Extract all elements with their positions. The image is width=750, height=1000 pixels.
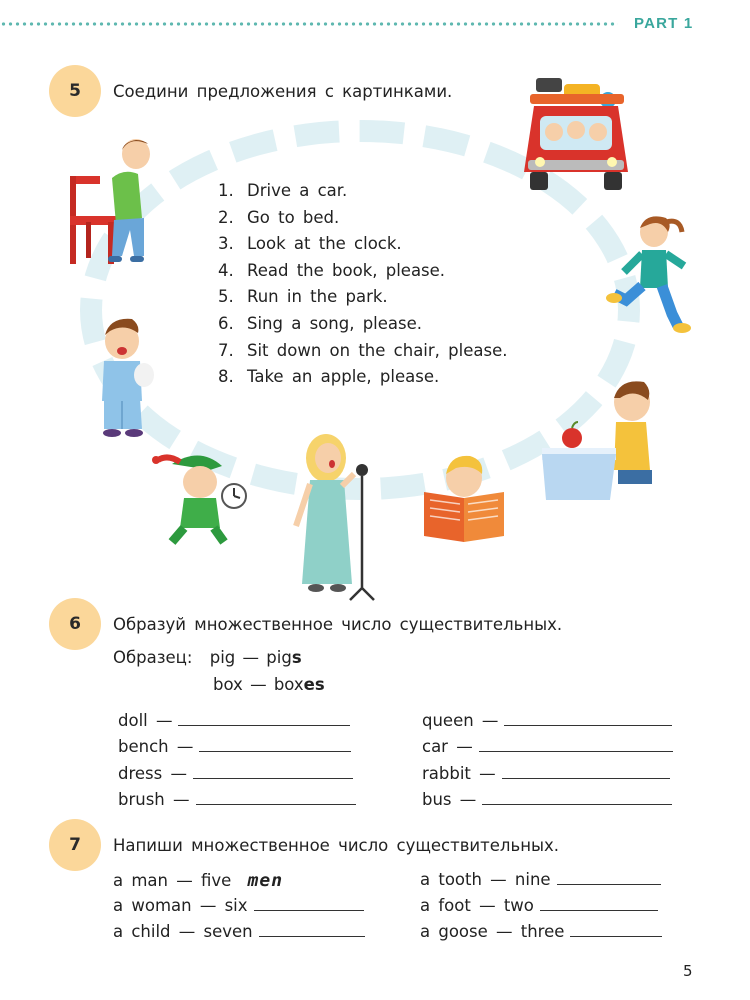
answer-line[interactable]	[540, 896, 658, 911]
item-word: rabbit —	[422, 764, 496, 783]
answer-line[interactable]	[259, 922, 365, 937]
item-text: a man — five	[113, 871, 232, 890]
model-dash: —	[250, 675, 267, 694]
drive-a-car-picture	[520, 72, 632, 196]
plural-item-bus	[422, 790, 672, 809]
take-an-apple-picture	[540, 374, 660, 502]
sentence-item	[218, 205, 507, 232]
header-dotted-rule	[0, 22, 618, 26]
item-text: a tooth — nine	[420, 870, 551, 889]
sit-down-on-chair-picture	[64, 134, 164, 268]
model-plural-stem: pig	[266, 648, 292, 667]
model-word: box	[213, 675, 243, 694]
item-text: a child — seven	[113, 922, 253, 941]
irregular-item-man	[113, 870, 283, 891]
item-word: car —	[422, 737, 473, 756]
sentence-number: 8.	[218, 367, 234, 387]
irregular-item-foot	[420, 896, 658, 915]
plural-item-dress	[118, 764, 353, 783]
sentence-text: Look at the clock.	[247, 234, 402, 254]
answer-line[interactable]	[254, 896, 364, 911]
irregular-item-goose	[420, 922, 662, 941]
irregular-item-woman	[113, 896, 364, 915]
model-label: Образец:	[113, 648, 193, 667]
sentence-number: 3.	[218, 234, 234, 254]
sentence-item	[218, 258, 507, 285]
go-to-bed-picture	[60, 305, 160, 439]
plural-item-bench	[118, 737, 351, 756]
answer-line[interactable]	[193, 764, 353, 779]
item-word: bench —	[118, 737, 194, 756]
answer-line[interactable]	[178, 711, 350, 726]
look-at-the-clock-picture	[150, 448, 250, 546]
page-number: 5	[683, 962, 693, 980]
exercise-6-instruction: Образуй множественное число существительных.	[113, 615, 563, 634]
sentence-text: Read the book, please.	[247, 260, 446, 280]
item-word: brush —	[118, 790, 190, 809]
item-word: queen —	[422, 711, 499, 730]
sentence-item	[218, 338, 507, 365]
item-word: bus —	[422, 790, 477, 809]
exercise-5-number-badge: 5	[49, 65, 101, 117]
plural-item-brush	[118, 790, 356, 809]
sentence-text: Sing a song, please.	[247, 313, 423, 333]
exercise-7-instruction: Напиши множественное число существительных.	[113, 836, 560, 855]
plural-item-car	[422, 737, 673, 756]
run-in-the-park-picture	[606, 210, 696, 336]
sentence-item	[218, 364, 507, 391]
answer-line[interactable]	[570, 922, 662, 937]
sentence-item	[218, 284, 507, 311]
exercise-5-sentence-list	[218, 178, 507, 391]
model-plural-ending: s	[291, 648, 302, 667]
model-plural-stem: box	[273, 675, 304, 694]
model-plural-ending: es	[303, 675, 325, 694]
sentence-number: 1.	[218, 181, 234, 200]
item-text: a goose — three	[420, 922, 565, 941]
exercise-6-number-badge: 6	[49, 598, 101, 650]
answer-line[interactable]	[557, 870, 661, 885]
irregular-item-child	[113, 922, 365, 941]
item-text: a foot — two	[420, 896, 534, 915]
plural-item-rabbit	[422, 764, 670, 783]
model-word: pig	[209, 648, 236, 667]
sentence-item	[218, 311, 507, 338]
sentence-text: Take an apple, please.	[247, 367, 440, 387]
item-word: doll —	[118, 711, 173, 730]
sentence-number: 2.	[218, 207, 234, 227]
sentence-item	[218, 231, 507, 258]
model-row-2	[213, 675, 325, 694]
exercise-5-instruction: Соедини предложения с картинками.	[113, 82, 453, 101]
item-word: dress —	[118, 764, 187, 783]
part-label: PART 1	[634, 15, 694, 32]
sentence-item	[218, 178, 507, 205]
answer-line[interactable]	[199, 737, 351, 752]
model-row-1	[113, 648, 302, 667]
sentence-text: Go to bed.	[247, 207, 340, 227]
answer-line[interactable]	[482, 790, 672, 805]
plural-item-queen	[422, 711, 672, 730]
sentence-text: Run in the park.	[247, 287, 388, 307]
answer-line[interactable]	[502, 764, 670, 779]
sentence-text: Sit down on the chair, please.	[247, 340, 508, 360]
exercise-7-number-badge: 7	[49, 819, 101, 871]
answer-line[interactable]	[479, 737, 673, 752]
answer-line[interactable]	[504, 711, 672, 726]
item-text: a woman — six	[113, 896, 248, 915]
sentence-text: Drive a car.	[247, 181, 348, 200]
sing-a-song-picture	[290, 428, 382, 604]
sentence-number: 5.	[218, 287, 234, 307]
sentence-number: 6.	[218, 313, 234, 333]
sentence-number: 7.	[218, 340, 234, 360]
plural-item-doll	[118, 711, 350, 730]
handwritten-answer: men	[247, 870, 284, 891]
read-the-book-picture	[420, 448, 506, 544]
answer-line[interactable]	[196, 790, 356, 805]
sentence-number: 4.	[218, 260, 234, 280]
model-dash: —	[242, 648, 260, 667]
irregular-item-tooth	[420, 870, 661, 889]
